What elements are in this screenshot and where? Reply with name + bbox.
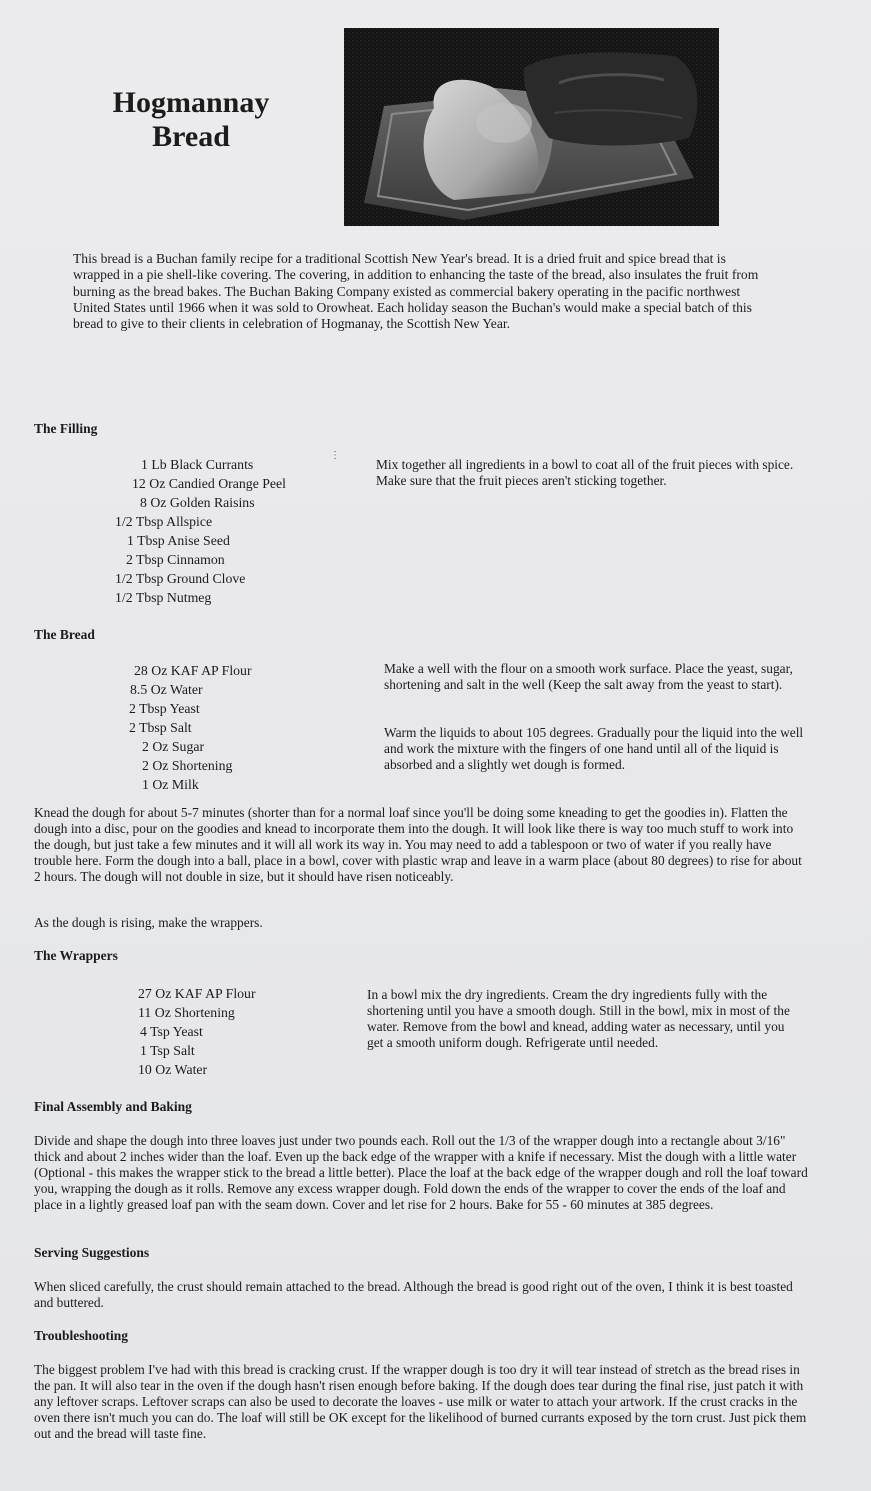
bread-photo-image bbox=[344, 28, 719, 226]
page-speck: ⋮ bbox=[330, 450, 340, 461]
ingredient-item: 28 Oz KAF AP Flour bbox=[134, 663, 252, 678]
ingredient-item: 27 Oz KAF AP Flour bbox=[138, 986, 256, 1001]
filling-instructions: Mix together all ingredients in a bowl to coat all of the fruit pieces with spice. Make sure that the fruit pieces aren't sticking together. bbox=[376, 457, 794, 488]
filling-heading: The Filling bbox=[34, 421, 98, 436]
ingredient-item: 11 Oz Shortening bbox=[138, 1005, 235, 1020]
wrappers-instructions: In a bowl mix the dry ingredients. Cream the dry ingredients fully with the shortening until you have a smooth dough. Still in the bowl, mix in most of the water. Remove from the bowl and knead, adding water as necessary, until you get a smooth uniform dough. Refrigerate until needed. bbox=[367, 987, 790, 1050]
bread-instructions-2: Warm the liquids to about 105 degrees. Gradually pour the liquid into the well and work the mixture with the fingers of one hand until all of the liquid is absorbed and a slightly wet dough is formed. bbox=[384, 725, 804, 772]
serving-paragraph: When sliced carefully, the crust should remain attached to the bread. Although the bread is good right out of the oven, I think it is best toasted and buttered. bbox=[34, 1279, 793, 1310]
ingredient-item: 10 Oz Water bbox=[138, 1062, 208, 1077]
bread-heading: The Bread bbox=[34, 627, 95, 642]
ingredient-item: 2 Oz Shortening bbox=[142, 758, 233, 773]
intro-paragraph: This bread is a Buchan family recipe for a traditional Scottish New Year's bread. It is a dried fruit and spice bread that is wrapped in a pie shell-like covering. The covering, in addition to enhancing the taste of the bread, also insulates the fruit from burning as the bread bakes. The Buchan Baking Company existed as commercial bakery operating in the pacific northwest United States until 1966 when it was sold to Orowheat. Each holiday season the Buchan's would make a special batch of this bread to give to their clients in celebration of Hogmanay, the Scottish New Year. bbox=[73, 251, 759, 332]
wrappers-heading: The Wrappers bbox=[34, 948, 118, 963]
ingredient-item: 2 Oz Sugar bbox=[142, 739, 205, 754]
troubleshooting-paragraph: The biggest problem I've had with this bread is cracking crust. If the wrapper dough is too dry it will tear instead of stretch as the bread rises in the pan. It will also tear in the oven if the dough hasn't risen enough before baking. If the dough does tear during the final rise, just patch it with any leftover scraps. Leftover scraps can also be used to decorate the loaves - use milk or water to attach your artwork. If the crust cracks in the oven there isn't much you can do. The loaf will still be OK except for the likelihood of burned currants exposed by the torn crust. Just pick them out and the bread will taste fine. bbox=[34, 1362, 807, 1441]
assembly-heading: Final Assembly and Baking bbox=[34, 1099, 192, 1114]
ingredient-item: 4 Tsp Yeast bbox=[140, 1024, 203, 1039]
serving-heading: Serving Suggestions bbox=[34, 1245, 150, 1260]
wrappers-ingredient-list bbox=[100, 984, 300, 1079]
ingredient-item: 8.5 Oz Water bbox=[130, 682, 203, 697]
ingredient-item: 1 Oz Milk bbox=[142, 777, 199, 792]
ingredient-item: 1/2 Tbsp Nutmeg bbox=[115, 590, 212, 605]
ingredient-item: 1 Tsp Salt bbox=[140, 1043, 195, 1058]
ingredient-item: 1 Tbsp Anise Seed bbox=[127, 533, 230, 548]
ingredient-item: 2 Tbsp Cinnamon bbox=[126, 552, 225, 567]
ingredient-item: 1 Lb Black Currants bbox=[141, 457, 254, 472]
assembly-paragraph: Divide and shape the dough into three loaves just under two pounds each. Roll out the 1/3 of the wrapper dough into a rectangle about 3/16" thick and about 2 inches wider than the loaf. Even up the back edge of the wrapper with a knife if necessary. Mist the dough with a little water (Optional - this makes the wrapper stick to the bread a little better). Place the loaf at the back edge of the wrapper dough and roll the loaf toward you, wrapping the dough as it rolls. Remove any excess wrapper dough. Fold down the ends of the wrapper to cover the ends of the loaf and place in a lightly greased loaf pan with the seam down. Cover and let rise for 2 hours. Bake for 55 - 60 minutes at 385 degrees. bbox=[34, 1133, 808, 1212]
bread-instructions-1: Make a well with the flour on a smooth work surface. Place the yeast, sugar, shortening and salt in the well (Keep the salt away from the yeast to start). bbox=[384, 661, 793, 692]
ingredient-item: 1/2 Tbsp Ground Clove bbox=[115, 571, 246, 586]
title-line-1: Hogmannay bbox=[112, 86, 270, 119]
filling-ingredient-list bbox=[100, 455, 326, 607]
bread-ingredient-list bbox=[100, 661, 300, 794]
ingredient-item: 2 Tbsp Yeast bbox=[129, 701, 200, 716]
ingredient-item: 2 Tbsp Salt bbox=[129, 720, 192, 735]
ingredient-item: 8 Oz Golden Raisins bbox=[140, 495, 255, 510]
ingredient-item: 1/2 Tbsp Allspice bbox=[115, 514, 213, 529]
title-line-2: Bread bbox=[152, 120, 230, 153]
knead-paragraph: Knead the dough for about 5-7 minutes (shorter than for a normal loaf since you'll be doing some kneading to get the goodies in). Flatten the dough into a disc, pour on the goodies and knead to incorporate them into the dough. It will look like there is way too much stuff to work into the dough, but just take a few minutes and it will all work its way in. You may need to add a tablespoon or two of water if you really have trouble here. Form the dough into a ball, place in a bowl, cover with plastic wrap and leave in a warm place (about 80 degrees) to rise for about 2 hours. The dough will not double in size, but it should have risen noticeably. bbox=[34, 805, 802, 884]
recipe-title bbox=[78, 86, 304, 154]
bread-photo bbox=[344, 28, 719, 226]
ingredient-item: 12 Oz Candied Orange Peel bbox=[132, 476, 287, 491]
rising-note: As the dough is rising, make the wrappers. bbox=[34, 915, 263, 930]
troubleshooting-heading: Troubleshooting bbox=[34, 1328, 129, 1343]
